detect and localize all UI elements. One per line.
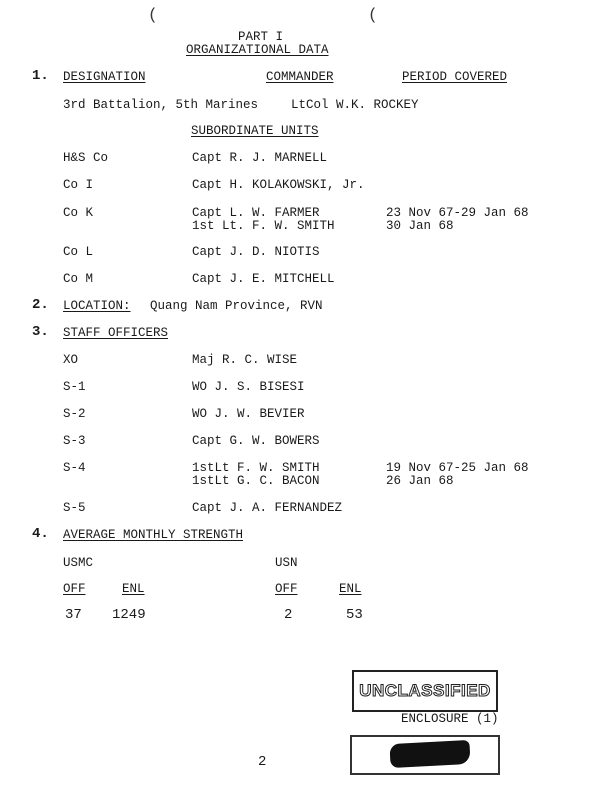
list-item: Co L [63, 245, 94, 259]
commander-name: Capt R. J. MARNELL [192, 151, 328, 165]
staff-officers-heading: STAFF OFFICERS [63, 326, 169, 340]
section-number: 4. [32, 526, 49, 542]
list-item: H&S Co [63, 151, 109, 165]
page-title: ORGANIZATIONAL DATA [186, 43, 329, 57]
commander-name: Capt J. D. NIOTIS [192, 245, 320, 259]
list-item: XO [63, 353, 79, 367]
period-value: 26 Jan 68 [386, 474, 454, 488]
commander-name: Capt L. W. FARMER [192, 206, 320, 220]
usn-off-value: 2 [284, 607, 293, 623]
location-label: LOCATION: [63, 299, 131, 313]
commander-heading: COMMANDER [266, 70, 334, 84]
commander-name: Capt H. KOLAKOWSKI, Jr. [192, 178, 365, 192]
margin-mark: ( [368, 6, 378, 24]
list-item: S-3 [63, 434, 86, 448]
list-item: S-2 [63, 407, 86, 421]
unclassified-stamp [352, 670, 498, 712]
strength-heading: AVERAGE MONTHLY STRENGTH [63, 528, 244, 542]
list-item: Co K [63, 206, 94, 220]
usmc-enl-value: 1249 [112, 607, 146, 623]
section-number: 3. [32, 324, 49, 340]
period-heading: PERIOD COVERED [402, 70, 508, 84]
designation-heading: DESIGNATION [63, 70, 146, 84]
commander-name: 1st Lt. F. W. SMITH [192, 219, 335, 233]
subordinate-units-heading: SUBORDINATE UNITS [191, 124, 319, 138]
usn-enl-value: 53 [346, 607, 363, 623]
officer-name: Capt J. A. FERNANDEZ [192, 501, 343, 515]
officer-name: Maj R. C. WISE [192, 353, 298, 367]
part-heading: PART I [238, 30, 284, 44]
section-number: 2. [32, 297, 49, 313]
enclosure-label: ENCLOSURE (1) [401, 712, 499, 726]
section-number: 1. [32, 68, 49, 84]
usn-enl-label: ENL [339, 582, 362, 596]
list-item: Co M [63, 272, 94, 286]
usmc-off-value: 37 [65, 607, 82, 623]
list-item: S-4 [63, 461, 86, 475]
stamp-text: UNCLASSIFIED [359, 681, 491, 700]
list-item: Co I [63, 178, 94, 192]
unit-commander: LtCol W.K. ROCKEY [291, 98, 419, 112]
margin-mark: ( [148, 6, 158, 24]
period-value: 23 Nov 67-29 Jan 68 [386, 206, 529, 220]
redaction-mark [389, 740, 470, 768]
officer-name: WO J. W. BEVIER [192, 407, 305, 421]
page-number: 2 [258, 754, 267, 770]
usmc-label: USMC [63, 556, 94, 570]
period-value: 30 Jan 68 [386, 219, 454, 233]
usn-off-label: OFF [275, 582, 298, 596]
period-value: 19 Nov 67-25 Jan 68 [386, 461, 529, 475]
officer-name: WO J. S. BISESI [192, 380, 305, 394]
usmc-off-label: OFF [63, 582, 86, 596]
officer-name: 1stLt F. W. SMITH [192, 461, 320, 475]
usmc-enl-label: ENL [122, 582, 145, 596]
list-item: S-1 [63, 380, 86, 394]
list-item: S-5 [63, 501, 86, 515]
usn-label: USN [275, 556, 298, 570]
officer-name: Capt G. W. BOWERS [192, 434, 320, 448]
unit-name: 3rd Battalion, 5th Marines [63, 98, 259, 112]
location-value: Quang Nam Province, RVN [150, 299, 323, 313]
officer-name: 1stLt G. C. BACON [192, 474, 320, 488]
commander-name: Capt J. E. MITCHELL [192, 272, 335, 286]
